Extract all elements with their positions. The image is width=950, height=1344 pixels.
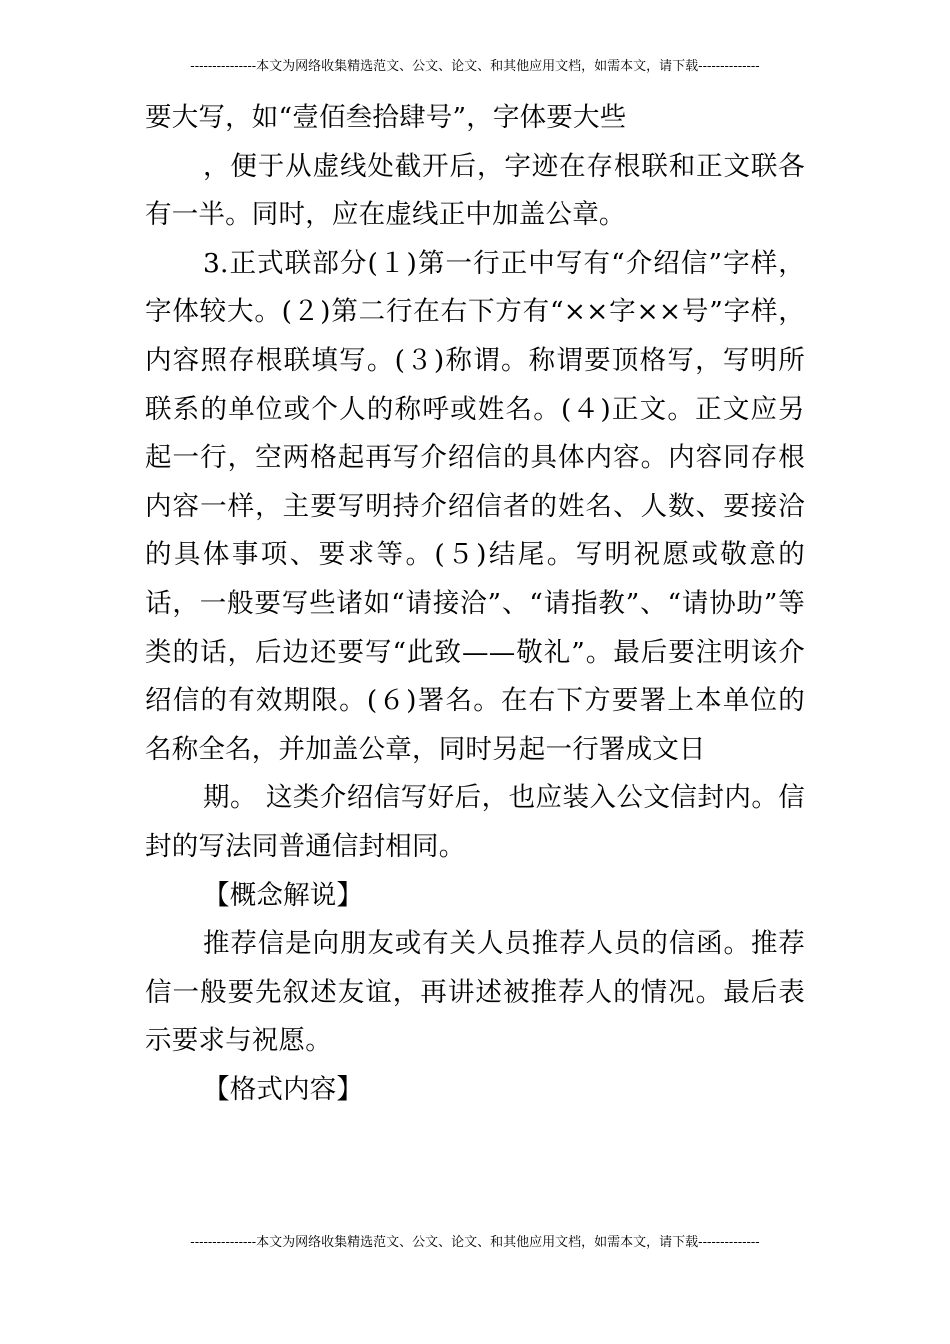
paragraph-5: 推荐信是向朋友或有关人员推荐人员的信函。推荐信一般要先叙述友谊，再讲述被推荐人的情况。最后表示要求与祝愿。 (145, 928, 805, 1057)
paragraph-2: ，便于从虚线处截开后，字迹在存根联和正文联各有一半。同时，应在虚线正中加盖公章。 (145, 150, 805, 231)
page-header: ---------------本文为网络收集精选范文、公文、论文、和其他应用文档，如需本文，请下载-------------- (190, 59, 760, 74)
paragraph-1: 要大写，如“壹佰叁拾肆号”，字体要大些 (145, 102, 627, 133)
document-body (145, 94, 805, 1114)
section-heading-concept: 【概念解说】 (203, 879, 364, 911)
section-heading-format: 【格式内容】 (203, 1073, 364, 1105)
page-footer: ---------------本文为网络收集精选范文、公文、论文、和其他应用文档，如需本文，请下载-------------- (190, 1235, 760, 1250)
paragraph-4: 期。 这类介绍信写好后，也应装入公文信封内。信封的写法同普通信封相同。 (145, 782, 805, 862)
paragraph-3: 3.正式联部分(１)第一行正中写有“介绍信”字样，字体较大。(２)第二行在右下方有“××字××号”字样，内容照存根联填写。(３)称谓。称谓要顶格写，写明所联系的单位或个人的称呼或姓名。(４)正文。正文应另起一行，空两格起再写介绍信的具体内容。内容同存根内容一样，主要写明持介绍信者的姓名、人数、要接洽的具体事项、要求等。(５)结尾。写明祝愿或敬意的话，一般要写些诸如“请接洽”、“请指教”、“请协助”等类的话，后边还要写“此致——敬礼”。最后要注明该介绍信的有效期限。(６)署名。在右下方要署上本单位的名称全名，并加盖公章，同时另起一行署成文日 (145, 247, 805, 765)
